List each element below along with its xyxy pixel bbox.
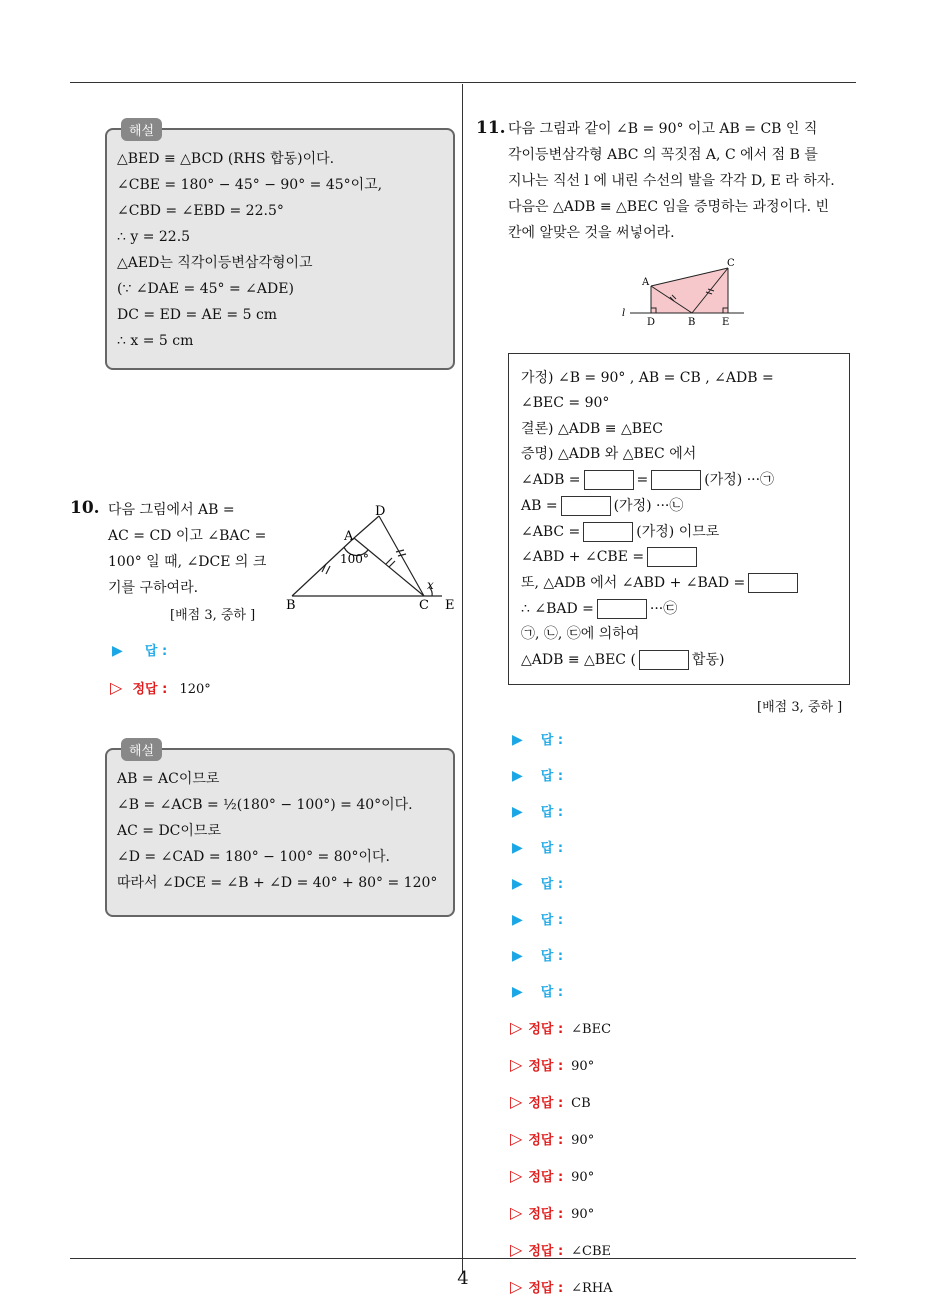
question-line: 기를 구하여라. <box>108 580 199 596</box>
correct-arrow-icon: ▷ <box>510 1092 523 1111</box>
triangle-figure-q10 <box>282 502 462 614</box>
correct-answer-row <box>510 1091 591 1113</box>
correct-label: 정답 : <box>132 682 168 697</box>
question-line: 다음 그림에서 AB = <box>108 502 235 518</box>
correct-value: 120° <box>179 682 211 697</box>
figure-label-a: A <box>642 277 650 288</box>
solution-line: ∠CBD = ∠EBD = 22.5° <box>117 203 284 219</box>
blank-box[interactable] <box>647 547 697 567</box>
solution-line: AC = DC이므로 <box>117 823 221 839</box>
correct-answer-row <box>510 1128 594 1150</box>
solution-line: DC = ED = AE = 5 cm <box>117 307 278 323</box>
correct-label: 정답 : <box>528 1022 564 1037</box>
answer-arrow-icon: ▶ <box>512 912 523 928</box>
question-line: 다음 그림과 같이 ∠B = 90° 이고 AB = CB 인 직 <box>508 121 818 137</box>
correct-arrow-icon: ▷ <box>510 1203 523 1222</box>
figure-label-c: C <box>727 258 735 269</box>
answer-row <box>512 981 563 1003</box>
answer-row <box>512 837 563 859</box>
blank-box[interactable] <box>583 522 633 542</box>
correct-label: 정답 : <box>528 1133 564 1148</box>
correct-arrow-icon: ▷ <box>110 678 123 697</box>
correct-label: 정답 : <box>528 1059 564 1074</box>
proof-text: 가정) ∠B = 90° , AB = CB , ∠ADB = <box>521 370 774 386</box>
proof-line <box>521 417 663 441</box>
solution-line: ∠D = ∠CAD = 180° − 100° = 80°이다. <box>117 849 391 865</box>
figure-label-l: l <box>622 308 626 319</box>
correct-label: 정답 : <box>528 1170 564 1185</box>
score-label: [배점 3, 중하 ] <box>757 700 843 715</box>
proof-text: △ADB ≡ △BEC ( <box>521 652 636 668</box>
figure-label-angle: 100° <box>340 552 369 566</box>
question-line: 각이등변삼각형 ABC 의 꼭짓점 A, C 에서 점 B 를 <box>508 147 818 163</box>
correct-arrow-icon: ▷ <box>510 1166 523 1185</box>
answer-arrow-icon: ▶ <box>512 804 523 820</box>
answer-arrow-icon: ▶ <box>112 643 123 659</box>
solution-box-1 <box>105 124 455 370</box>
answer-label: 답 : <box>540 769 564 784</box>
proof-text: (가정) ···㉠ <box>704 472 775 488</box>
correct-label: 정답 : <box>528 1096 564 1111</box>
question-10-text <box>108 497 273 601</box>
page-number: 4 <box>457 1268 469 1289</box>
question-number-10: 10. <box>70 498 100 518</box>
blank-box[interactable] <box>639 650 689 670</box>
column-divider <box>462 84 463 1274</box>
answer-arrow-icon: ▶ <box>512 876 523 892</box>
question-line: 다음은 △ADB ≡ △BEC 임을 증명하는 과정이다. 빈 <box>508 199 830 215</box>
correct-value: CB <box>571 1096 591 1111</box>
answer-label: 답 : <box>540 877 564 892</box>
answer-row <box>512 765 563 787</box>
correct-value: ∠RHA <box>571 1281 613 1296</box>
blank-box[interactable] <box>748 573 798 593</box>
proof-text: 결론) △ADB ≡ △BEC <box>521 421 663 437</box>
proof-line <box>521 622 639 646</box>
correct-answer-row <box>510 1054 594 1076</box>
answer-row <box>512 945 563 967</box>
score-label: [배점 3, 중하 ] <box>170 608 256 623</box>
figure-label-c: C <box>419 598 429 613</box>
correct-value: 90° <box>571 1133 595 1148</box>
solution-tag: 해설 <box>121 738 162 761</box>
proof-line <box>521 468 774 492</box>
solution-line: ∠CBE = 180° − 45° − 90° = 45°이고, <box>117 177 383 193</box>
proof-box <box>508 353 850 685</box>
answer-label: 답 : <box>540 733 564 748</box>
proof-line <box>521 442 696 466</box>
figure-label-x: x <box>427 578 434 592</box>
proof-text: 증명) △ADB 와 △BEC 에서 <box>521 446 697 462</box>
answer-arrow-icon: ▶ <box>512 984 523 1000</box>
solution-box-2 <box>105 744 455 917</box>
answer-row <box>512 909 563 931</box>
figure-label-d: D <box>375 504 386 519</box>
correct-answer-row <box>510 1202 594 1224</box>
answer-label: 답 : <box>144 644 168 659</box>
answer-label: 답 : <box>540 985 564 1000</box>
proof-text: ∠ADB = <box>521 472 581 488</box>
correct-value: 90° <box>571 1207 595 1222</box>
correct-answer-row <box>510 1276 613 1298</box>
correct-label: 정답 : <box>528 1207 564 1222</box>
proof-line <box>521 494 683 518</box>
question-line: 100° 일 때, ∠DCE 의 크 <box>108 554 267 570</box>
proof-line <box>521 391 609 415</box>
proof-text: 또, △ADB 에서 ∠ABD + ∠BAD = <box>521 575 746 591</box>
proof-text: ∠ABC = <box>521 524 581 540</box>
proof-text: ㉠, ㉡, ㉢에 의하여 <box>521 626 640 642</box>
answer-arrow-icon: ▶ <box>512 948 523 964</box>
correct-arrow-icon: ▷ <box>510 1018 523 1037</box>
proof-text: AB = <box>521 498 558 514</box>
answer-row <box>512 873 563 895</box>
answer-arrow-icon: ▶ <box>512 768 523 784</box>
solution-line: ∴ y = 22.5 <box>117 229 191 245</box>
correct-arrow-icon: ▷ <box>510 1055 523 1074</box>
proof-line <box>521 597 677 621</box>
proof-line <box>521 366 774 390</box>
correct-value: ∠BEC <box>571 1022 612 1037</box>
question-line: 칸에 알맞은 것을 써넣어라. <box>508 225 675 241</box>
proof-text: (가정) 이므로 <box>636 524 720 540</box>
solution-line: 따라서 ∠DCE = ∠B + ∠D = 40° + 80° = 120° <box>117 875 438 891</box>
figure-label-d: D <box>647 317 656 328</box>
top-rule <box>70 82 856 83</box>
proof-text: = <box>636 472 649 488</box>
correct-label: 정답 : <box>528 1244 564 1259</box>
proof-text: ∠BEC = 90° <box>521 395 610 411</box>
correct-arrow-icon: ▷ <box>510 1277 523 1296</box>
proof-text: ∴ ∠BAD = <box>521 601 594 617</box>
triangle-figure-q11 <box>620 254 750 328</box>
proof-line <box>521 545 700 569</box>
answer-label: 답 : <box>540 913 564 928</box>
blank-box[interactable] <box>651 470 701 490</box>
figure-label-e: E <box>722 317 730 328</box>
answer-row <box>512 729 563 751</box>
correct-answer-row <box>510 1017 611 1039</box>
answer-label: 답 : <box>540 805 564 820</box>
correct-arrow-icon: ▷ <box>510 1129 523 1148</box>
question-number-11: 11. <box>476 118 506 138</box>
figure-label-b: B <box>286 598 296 613</box>
answer-arrow-icon: ▶ <box>512 840 523 856</box>
blank-box[interactable] <box>561 496 611 516</box>
solution-line: ∠B = ∠ACB = ½(180° − 100°) = 40°이다. <box>117 797 413 813</box>
proof-text: (가정) ···㉡ <box>613 498 684 514</box>
answer-label: 답 : <box>540 841 564 856</box>
solution-line: ∴ x = 5 cm <box>117 333 194 349</box>
solution-line: △AED는 직각이등변삼각형이고 <box>117 255 313 271</box>
answer-row <box>112 640 167 662</box>
answer-row <box>512 801 563 823</box>
solution-tag: 해설 <box>121 118 162 141</box>
solution-line: (∵ ∠DAE = 45° = ∠ADE) <box>117 281 294 297</box>
correct-value: 90° <box>571 1170 595 1185</box>
correct-arrow-icon: ▷ <box>510 1240 523 1259</box>
correct-answer-row <box>510 1165 594 1187</box>
solution-line: △BED ≡ △BCD (RHS 합동)이다. <box>117 151 335 167</box>
figure-label-a: A <box>344 529 354 544</box>
correct-value: 90° <box>571 1059 595 1074</box>
correct-answer-row <box>110 677 211 699</box>
proof-line <box>521 648 724 672</box>
proof-text: ∠ABD + ∠CBE = <box>521 549 645 565</box>
blank-box[interactable] <box>584 470 634 490</box>
proof-text: ···㉢ <box>649 601 678 617</box>
figure-label-e: E <box>445 598 455 613</box>
proof-text: 합동) <box>691 652 725 668</box>
correct-label: 정답 : <box>528 1281 564 1296</box>
answer-label: 답 : <box>540 949 564 964</box>
question-line: 지나는 직선 l 에 내린 수선의 발을 각각 D, E 라 하자. <box>508 173 835 189</box>
proof-line <box>521 571 801 595</box>
figure-label-b: B <box>688 317 696 328</box>
question-11-text <box>508 116 858 246</box>
question-line: AC = CD 이고 ∠BAC = <box>108 528 267 544</box>
solution-line: AB = AC이므로 <box>117 771 220 787</box>
blank-box[interactable] <box>597 599 647 619</box>
proof-line <box>521 520 719 544</box>
answer-arrow-icon: ▶ <box>512 732 523 748</box>
correct-answer-row <box>510 1239 611 1261</box>
correct-value: ∠CBE <box>571 1244 612 1259</box>
bottom-rule <box>70 1258 856 1259</box>
